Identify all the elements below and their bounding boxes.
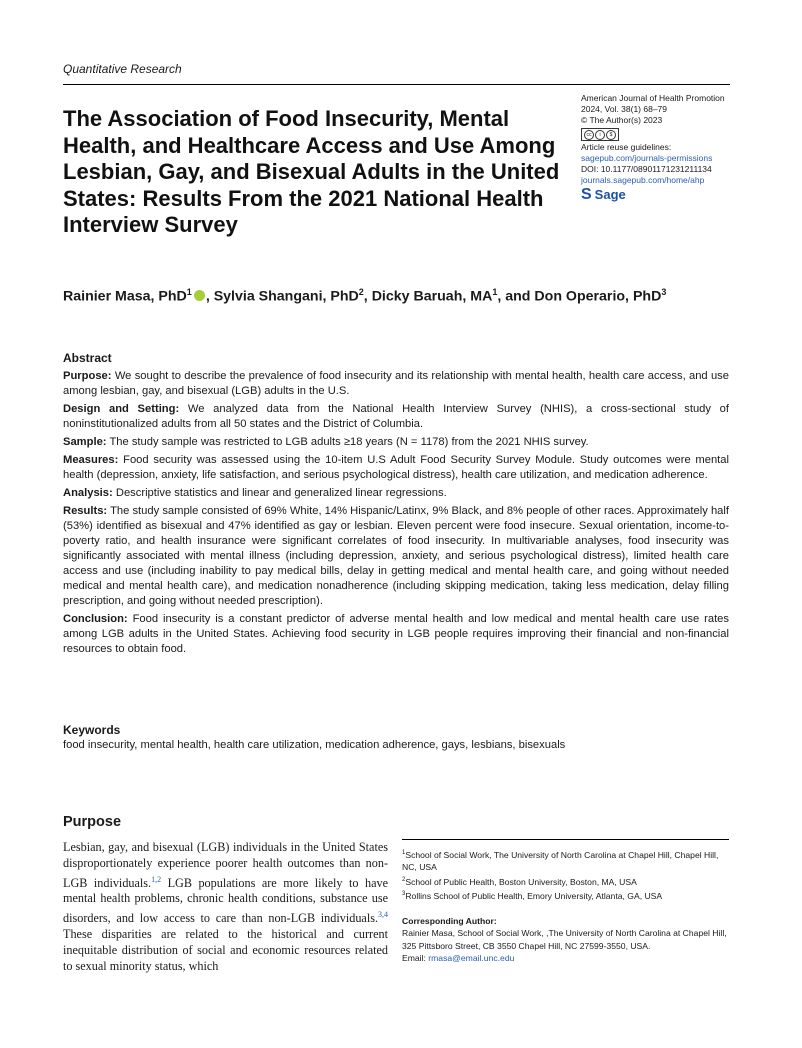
abstract-section-sample bbox=[63, 435, 729, 450]
keywords-list: food insecurity, mental health, health care utilization, medication adherence, gays, lesbians, bisexuals bbox=[63, 739, 566, 751]
abstract-text: Food insecurity is a constant predictor of adverse mental health and low medical and mental health care use rates among LGB adults in the United States. Achieving food security in LGB people requires improving their financial and non-financial resources to obtain food. bbox=[63, 613, 730, 655]
abstract-section-purpose bbox=[63, 369, 729, 399]
body-text-run: LGB populations are more likely to have mental health problems, chronic health conditions, substance use disorders, and low access to care than non-LGB individuals. bbox=[63, 875, 388, 926]
keywords bbox=[63, 723, 729, 753]
abstract-label: Purpose: bbox=[63, 370, 112, 382]
affiliation-rule bbox=[402, 839, 729, 840]
corresponding-author-details bbox=[402, 927, 732, 965]
keywords-heading: Keywords bbox=[63, 723, 121, 737]
abstract-text: The study sample consisted of 69% White, 14% Hispanic/Latinx, 9% Black, and 8% people of other races. Approximately half (53%) identified as bisexual and 47% identified as gay or lesbian. Eleven percent were food insecure. Sexual orientation, income-to-poverty ratio, and health insurance were significant correlates of food insecurity. In multivariable analyses, food insecurity was significantly associated with mental illness (including depression, anxiety, and serious psychological distress), limited health care access and use (including inability to pay medical bills, delay in getting medical and mental health care, and going without needed medical and mental health care), and medication nonadherence (including skipping medication, taking less medication, delay filling prescription, and going without needed prescription). bbox=[63, 505, 730, 607]
affiliation-number: 2 bbox=[402, 876, 406, 883]
corresponding-author-heading: Corresponding Author: bbox=[402, 915, 497, 926]
email-label: Email: bbox=[402, 953, 426, 964]
author-name[interactable]: Rainier Masa, PhD bbox=[63, 288, 187, 305]
abstract-section-analysis bbox=[63, 486, 729, 501]
sage-logo-icon: S bbox=[581, 186, 592, 203]
affiliation-text: School of Public Health, Boston University, Boston, MA, USA bbox=[405, 876, 637, 887]
author-separator: , bbox=[205, 288, 214, 305]
affiliation-text: School of Social Work, The University of North Carolina at Chapel Hill, Chapel Hill, NC, USA bbox=[402, 849, 719, 873]
abstract-section-results bbox=[63, 504, 729, 609]
journal-volume: 2024, Vol. 38(1) 68–79 bbox=[581, 104, 668, 114]
abstract-heading: Abstract bbox=[63, 351, 112, 365]
abstract bbox=[63, 351, 729, 660]
abstract-text: We analyzed data from the National Health Interview Survey (NHIS), a cross-sectional study of noninstitutionalized adults from all 50 states and the District of Columbia. bbox=[63, 403, 729, 430]
author-affiliation-number: 1 bbox=[492, 287, 498, 297]
affiliation-item bbox=[402, 888, 732, 902]
journal-link[interactable]: journals.sagepub.com/home/ahp bbox=[581, 175, 705, 185]
abstract-section-measures bbox=[63, 453, 729, 483]
affiliation-item bbox=[402, 874, 732, 888]
publisher-name: Sage bbox=[594, 187, 626, 202]
abstract-text: We sought to describe the prevalence of food insecurity and its relationship with mental health, health care access, and use among lesbian, gay, and bisexual (LGB) adults in the U.S. bbox=[63, 370, 729, 397]
author-name[interactable]: Dicky Baruah, MA bbox=[371, 288, 493, 305]
author-affiliation-number: 1 bbox=[186, 287, 192, 297]
orcid-icon[interactable] bbox=[194, 290, 205, 301]
purpose-paragraph bbox=[63, 840, 388, 975]
abstract-text: The study sample was restricted to LGB adults ≥18 years (N = 1178) from the 2021 NHIS survey. bbox=[109, 436, 589, 448]
author-separator: , bbox=[363, 288, 372, 305]
abstract-label: Results: bbox=[63, 505, 108, 517]
corresponding-author-text: Rainier Masa, School of Social Work, ,The University of North Carolina at Chapel Hill, 325 Pittsboro Street, CB 3550 Chapel Hill, NC 27599-3550, USA. bbox=[402, 928, 727, 951]
publisher-logo[interactable] bbox=[581, 186, 741, 203]
reuse-label: Article reuse guidelines: bbox=[581, 142, 672, 152]
abstract-label: Analysis: bbox=[63, 487, 113, 499]
affiliation-number: 1 bbox=[402, 850, 406, 856]
abstract-section-design bbox=[63, 402, 729, 432]
email-link[interactable]: rmasa@email.unc.edu bbox=[428, 953, 515, 964]
affiliation-number: 3 bbox=[402, 891, 406, 898]
body-text-run: Lesbian, gay, and bisexual (LGB) individuals in the United States disproportionately experience poorer health outcomes than non-LGB individuals. bbox=[63, 840, 388, 890]
article-type-label: Quantitative Research bbox=[63, 62, 182, 76]
abstract-label: Design and Setting: bbox=[63, 403, 180, 415]
journal-name: American Journal of Health Promotion bbox=[581, 93, 725, 103]
author-name[interactable]: Don Operario, PhD bbox=[534, 288, 662, 305]
author-affiliation-number: 2 bbox=[358, 287, 364, 297]
abstract-label: Measures: bbox=[63, 454, 119, 466]
journal-meta bbox=[581, 93, 741, 203]
author-separator: , and bbox=[497, 288, 535, 305]
author-affiliation-number: 3 bbox=[661, 287, 667, 297]
article-title: The Association of Food Insecurity, Mental Health, and Healthcare Access and Use Among Lesbian, Gay, and Bisexual Adults in the United States: Results From the 2021 National Health Interview Survey bbox=[63, 106, 560, 237]
section-heading-purpose: Purpose bbox=[63, 814, 122, 830]
header-rule bbox=[63, 84, 730, 85]
citation-link[interactable]: 3,4 bbox=[378, 910, 388, 920]
reuse-link[interactable]: sagepub.com/journals-permissions bbox=[581, 153, 713, 163]
creative-commons-icon[interactable]: cc i $ bbox=[581, 128, 619, 141]
author-list bbox=[63, 287, 666, 305]
copyright-notice: © The Author(s) 2023 bbox=[581, 115, 663, 125]
body-text-run: These disparities are related to the historical and current inequitable distribution of social and economic resources related to sexual minority status, which bbox=[63, 927, 388, 973]
abstract-label: Sample: bbox=[63, 436, 107, 448]
affiliations-block bbox=[402, 847, 732, 965]
affiliation-text: Rollins School of Public Health, Emory University, Atlanta, GA, USA bbox=[405, 891, 663, 902]
doi[interactable]: DOI: 10.1177/08901171231211134 bbox=[581, 164, 712, 174]
abstract-text: Food security was assessed using the 10-item U.S Adult Food Security Survey Module. Study outcomes were mental health (depression, anxiety, life satisfaction, and serious psychological distress), health care utilization, and medication adherence. bbox=[63, 454, 729, 481]
citation-link[interactable]: 1,2 bbox=[151, 874, 162, 884]
affiliation-item bbox=[402, 847, 732, 874]
abstract-text: Descriptive statistics and linear and generalized linear regressions. bbox=[115, 487, 447, 499]
author-name[interactable]: Sylvia Shangani, PhD bbox=[213, 288, 359, 305]
abstract-label: Conclusion: bbox=[63, 613, 128, 625]
abstract-section-conclusion bbox=[63, 612, 729, 657]
